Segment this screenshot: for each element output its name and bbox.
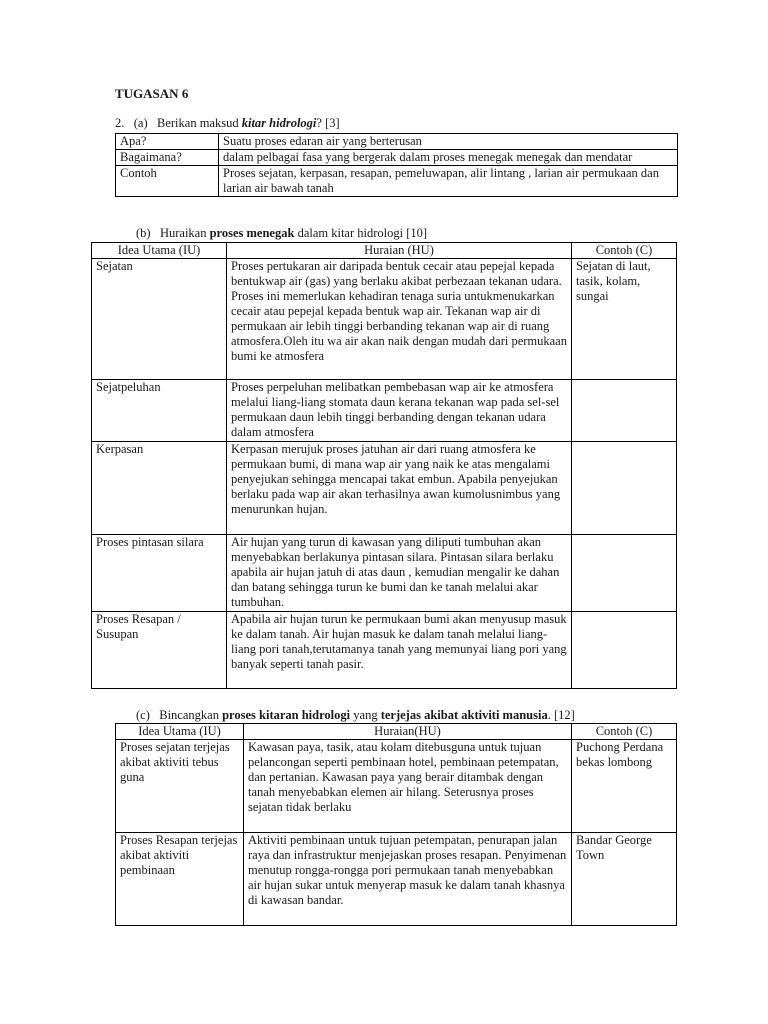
question-part: (b) xyxy=(136,226,151,240)
cell-idea: Sejatpeluhan xyxy=(92,380,227,442)
table-row xyxy=(92,612,677,689)
cell-idea: Sejatan xyxy=(92,259,227,380)
table-row xyxy=(116,150,678,166)
table-header-row xyxy=(92,243,677,259)
table-row xyxy=(116,740,677,833)
question-term: proses menegak xyxy=(209,226,295,240)
cell-example xyxy=(572,442,677,535)
row-label: Contoh xyxy=(116,166,219,197)
cell-idea: Proses pintasan silara xyxy=(92,535,227,612)
cell-example: Sejatan di laut, tasik, kolam, sungai xyxy=(572,259,677,380)
question-2b xyxy=(136,226,427,241)
row-text: Proses sejatan, kerpasan, resapan, pemeluwapan, alir lintang , larian air permukaan dan larian air bawah tanah xyxy=(219,166,678,197)
cell-description: Kawasan paya, tasik, atau kolam ditebusguna untuk tujuan pelancongan seperti pembinaan hotel, pembinaan petempatan, dan pertanian. Kawasan paya yang berair ditambak dengan tanah menyebabkan elemen air hilang. Seterusnya proses sejatan tidak berlaku xyxy=(244,740,572,833)
table-row xyxy=(116,166,678,197)
question-term-1: proses kitaran hidrologi xyxy=(222,708,351,722)
cell-description: Apabila air hujan turun ke permukaan bumi akan menyusup masuk ke dalam tanah. Air hujan masuk ke dalam tanah melalui liang-liang pori tanah,terutamanya tanah yang memunyai liang pori yang banyak seperti tanah pasir. xyxy=(227,612,572,689)
row-text: dalam pelbagai fasa yang bergerak dalam proses menegak menegak dan mendatar xyxy=(219,150,678,166)
question-part: (a) xyxy=(133,116,148,130)
column-header: Idea Utama (IU) xyxy=(92,243,227,259)
question-part: (c) xyxy=(136,708,150,722)
cell-idea: Kerpasan xyxy=(92,442,227,535)
question-2a xyxy=(115,116,340,131)
cell-example: Bandar George Town xyxy=(572,833,677,926)
row-label: Apa? xyxy=(116,134,219,150)
row-text: Suatu proses edaran air yang berterusan xyxy=(219,134,678,150)
cell-idea: Proses sejatan terjejas akibat aktiviti tebus guna xyxy=(116,740,244,833)
question-suffix: ? [3] xyxy=(316,116,340,130)
question-term: kitar hidrologi xyxy=(241,116,317,130)
table-row xyxy=(116,134,678,150)
cell-description: Proses pertukaran air daripada bentuk cecair atau pepejal kepada bentukwap air (gas) yang berlaku akibat perbezaan tekanan udara. Proses ini memerlukan kehadiran tenaga suria untukmenukarkan cecair atau pepejal kepada bentuk wap air. Tekanan wap air di permukaan air lebih tinggi berbanding tekanan wap air di ruang atmosfera.Oleh itu wa air akan naik dengan mudah dari permukaan bumi ke atmosfera xyxy=(227,259,572,380)
column-header: Contoh (C) xyxy=(572,243,677,259)
question-suffix: dalam kitar hidrologi [10] xyxy=(294,226,428,240)
table-definition xyxy=(115,133,678,197)
cell-example xyxy=(572,535,677,612)
table-row xyxy=(116,833,677,926)
table-human-impact xyxy=(115,723,677,926)
row-label: Bagaimana? xyxy=(116,150,219,166)
column-header: Idea Utama (IU) xyxy=(116,724,244,740)
table-vertical-processes xyxy=(91,242,677,689)
cell-example: Puchong Perdana bekas lombong xyxy=(572,740,677,833)
question-mid: yang xyxy=(350,708,381,722)
question-number: 2. xyxy=(115,116,125,130)
cell-idea: Proses Resapan / Susupan xyxy=(92,612,227,689)
table-row xyxy=(92,535,677,612)
table-row xyxy=(92,380,677,442)
question-prefix: Huraikan xyxy=(159,226,210,240)
cell-description: Air hujan yang turun di kawasan yang diliputi tumbuhan akan menyebabkan berlakunya pintasan silara. Pintasan silara berlaku apabila air hujan jatuh di atas daun , kemudian mengalir ke dahan dan batang sehingga turun ke bumi dan ke tanah melalui akar tumbuhan. xyxy=(227,535,572,612)
table-row xyxy=(92,442,677,535)
question-prefix: Bincangkan xyxy=(159,708,223,722)
question-prefix: Berikan maksud xyxy=(157,116,242,130)
cell-description: Aktiviti pembinaan untuk tujuan petempatan, penurapan jalan raya dan infrastruktur menjejaskan proses resapan. Penyimenan menutup rongga-rongga pori permukaan tanah menyebabkan air hujan sukar untuk menyerap masuk ke dalam tanah khasnya di kawasan bandar. xyxy=(244,833,572,926)
cell-description: Proses perpeluhan melibatkan pembebasan wap air ke atmosfera melalui liang-liang stomata daun kerana tekanan wap pada sel-sel permukaan daun lebih tinggi berbanding dengan tekanan udara dalam atmosfera xyxy=(227,380,572,442)
table-header-row xyxy=(116,724,677,740)
cell-example xyxy=(572,612,677,689)
cell-idea: Proses Resapan terjejas akibat aktiviti pembinaan xyxy=(116,833,244,926)
question-2c xyxy=(136,708,575,723)
column-header: Huraian(HU) xyxy=(244,724,572,740)
column-header: Contoh (C) xyxy=(572,724,677,740)
cell-example xyxy=(572,380,677,442)
cell-description: Kerpasan merujuk proses jatuhan air dari ruang atmosfera ke permukaan bumi, di mana wap air yang naik ke atas mengalami penyejukan sehingga mencapai takat embun. Apabila penyejukan berlaku pada wap air akan terhasilnya awan kumolusnimbus yang menurunkan hujan. xyxy=(227,442,572,535)
column-header: Huraian (HU) xyxy=(227,243,572,259)
table-row xyxy=(92,259,677,380)
question-suffix: . [12] xyxy=(547,708,575,722)
question-term-2: terjejas akibat aktiviti manusia xyxy=(380,708,548,722)
assignment-title: TUGASAN 6 xyxy=(115,86,189,101)
